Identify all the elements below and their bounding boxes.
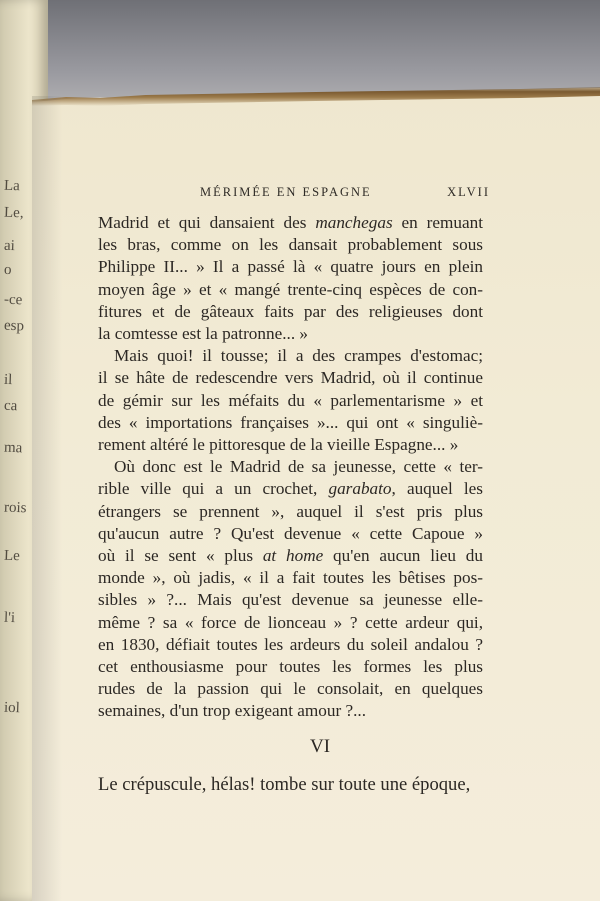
- text-line: [98, 256, 483, 278]
- left-page-text-fragment: rois: [3, 499, 27, 517]
- text-run: même ? sa « force de lionceau » ? cette ardeur qui,: [98, 612, 483, 632]
- text-line: [98, 612, 483, 634]
- text-line: [98, 301, 483, 323]
- text-run: étrangers se prennent », auquel il s'est pris plus: [98, 501, 483, 521]
- text-run: , auquel les: [391, 479, 483, 499]
- text-run: cet enthousiasme pour toutes les formes les plus: [98, 657, 483, 677]
- section-heading: VI: [309, 736, 331, 757]
- left-page-text-fragment: -ce: [3, 291, 23, 309]
- text-run: Mais quoi! il tousse; il a des crampes d'estomac;: [114, 346, 483, 366]
- text-run: monde », où jadis, « il a fait toutes les bêtises pos-: [98, 568, 483, 588]
- page-number: XLVII: [447, 185, 490, 199]
- text-run: Philippe II... » Il a passé là « quatre jours en plein: [98, 257, 483, 277]
- left-page-text-fragment: il: [3, 371, 13, 389]
- left-page-text-fragment: o: [3, 261, 12, 279]
- text-line: [98, 390, 483, 412]
- text-run: semaines, d'un trop exigeant amour ?...: [98, 701, 366, 721]
- left-page-text-fragment: esp: [3, 317, 25, 335]
- text-run: en remuant: [392, 213, 483, 232]
- text-run: rement altéré le pittoresque de la vieille Espagne... »: [98, 435, 459, 455]
- running-title: MÉRIMÉE EN ESPAGNE: [200, 185, 372, 199]
- left-page-text-fragment: La: [3, 177, 21, 195]
- text-line: [98, 545, 483, 567]
- text-run: la comtesse est la patronne... »: [98, 324, 309, 344]
- text-run: des « importations françaises »... qui ont « singuliè-: [98, 412, 483, 432]
- text-line: [98, 478, 483, 500]
- body-text: [98, 212, 483, 723]
- text-run: fitures et de gâteaux faits par des religieuses dont: [98, 301, 483, 321]
- italic-text-run: garabato: [328, 479, 392, 499]
- left-page-text-fragment: l'i: [3, 609, 16, 627]
- text-line: [98, 412, 483, 434]
- left-page-text-fragment: ai: [3, 237, 16, 255]
- text-line: [98, 567, 483, 589]
- text-line: [98, 523, 483, 545]
- text-line: [98, 456, 483, 478]
- text-line: [98, 345, 483, 367]
- text-line: [98, 212, 483, 234]
- text-run: rible ville qui a un crochet,: [98, 479, 329, 499]
- text-run: où il se sent « plus: [98, 546, 263, 566]
- italic-text-run: manchegas: [315, 213, 393, 232]
- left-page-text-fragment: ma: [3, 439, 23, 457]
- text-run: qu'aucun autre ? Qu'est devenue « cette Capoue »: [98, 523, 483, 543]
- text-run: qu'en aucun lieu du: [323, 546, 483, 566]
- left-page-text-fragment: iol: [3, 699, 21, 717]
- text-run: il se hâte de redescendre vers Madrid, où il continue: [98, 368, 483, 388]
- text-line: [98, 434, 483, 456]
- text-run: en 1830, défiait toutes les ardeurs du soleil andalou ?: [98, 634, 483, 654]
- text-run: Madrid et qui dansaient des: [98, 213, 316, 232]
- text-run: sibles » ?... Mais qu'est devenue sa jeunesse elle-: [98, 590, 483, 610]
- text-run: Où donc est le Madrid de sa jeunesse, cette « ter-: [114, 457, 483, 477]
- left-page-text-fragment: Le,: [3, 204, 24, 222]
- text-line: [98, 234, 483, 256]
- left-page-text-fragment: ca: [3, 397, 18, 415]
- text-line: [98, 501, 483, 523]
- text-line: [98, 656, 483, 678]
- text-line: [98, 700, 483, 722]
- italic-text-run: at home: [262, 546, 324, 566]
- text-line: [98, 634, 483, 656]
- gutter-shadow: [32, 96, 62, 901]
- text-run: moyen âge » et « mangé trente-cinq espèces de con-: [98, 279, 483, 299]
- next-paragraph-line: Le crépuscule, hélas! tombe sur toute une époque,: [98, 774, 471, 795]
- text-run: de gémir sur les méfaits du « parlementarisme » et: [98, 390, 483, 410]
- text-line: [98, 589, 483, 611]
- text-line: [98, 367, 483, 389]
- left-page-text-fragment: Le: [3, 547, 21, 565]
- text-run: rudes de la passion qui le consolait, en quelques: [98, 679, 483, 699]
- text-line: [98, 678, 483, 700]
- text-line: [98, 279, 483, 301]
- text-run: les bras, comme on les dansait probablement sous: [98, 235, 483, 255]
- text-line: [98, 323, 483, 345]
